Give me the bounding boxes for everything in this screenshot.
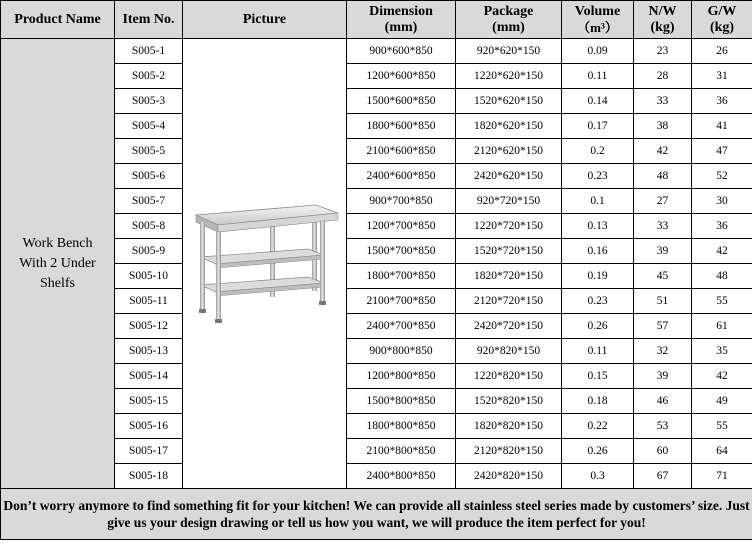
- item-no-cell: S005-9: [115, 239, 183, 264]
- nw-cell: 60: [634, 439, 692, 464]
- volume-cell: 0.23: [562, 289, 634, 314]
- gw-cell: 42: [692, 239, 752, 264]
- dimension-cell: 2400*600*850: [347, 164, 456, 189]
- package-cell: 920*820*150: [456, 339, 562, 364]
- product-name-line: With 2 Under: [19, 255, 96, 271]
- dimension-cell: 1200*600*850: [347, 64, 456, 89]
- gw-cell: 36: [692, 89, 752, 114]
- product-name-cell: [1, 39, 115, 489]
- item-no-cell: S005-5: [115, 139, 183, 164]
- package-cell: 1520*720*150: [456, 239, 562, 264]
- nw-cell: 27: [634, 189, 692, 214]
- item-no-cell: S005-8: [115, 214, 183, 239]
- volume-cell: 0.3: [562, 464, 634, 489]
- package-cell: 2120*820*150: [456, 439, 562, 464]
- dimension-cell: 1500*600*850: [347, 89, 456, 114]
- dimension-cell: 900*600*850: [347, 39, 456, 64]
- item-no-cell: S005-15: [115, 389, 183, 414]
- header-package-label: Package: [483, 3, 534, 19]
- header-gw-unit: (kg): [709, 19, 735, 35]
- header-gw: [692, 1, 752, 39]
- package-cell: 1820*620*150: [456, 114, 562, 139]
- item-no-cell: S005-10: [115, 264, 183, 289]
- gw-cell: 55: [692, 414, 752, 439]
- nw-cell: 46: [634, 389, 692, 414]
- package-cell: 1820*720*150: [456, 264, 562, 289]
- item-no-cell: S005-7: [115, 189, 183, 214]
- volume-cell: 0.13: [562, 214, 634, 239]
- header-nw: [634, 1, 692, 39]
- volume-cell: 0.15: [562, 364, 634, 389]
- package-cell: 2420*620*150: [456, 164, 562, 189]
- nw-cell: 67: [634, 464, 692, 489]
- gw-cell: 71: [692, 464, 752, 489]
- header-product-name: Product Name: [1, 1, 115, 39]
- item-no-cell: S005-2: [115, 64, 183, 89]
- product-name-line: Work Bench: [22, 235, 93, 251]
- dimension-cell: 1200*700*850: [347, 214, 456, 239]
- header-nw-label: N/W: [648, 3, 677, 19]
- volume-cell: 0.14: [562, 89, 634, 114]
- note-row: [1, 489, 752, 540]
- item-no-cell: S005-1: [115, 39, 183, 64]
- gw-cell: 42: [692, 364, 752, 389]
- package-cell: 1220*620*150: [456, 64, 562, 89]
- dimension-cell: 2400*700*850: [347, 314, 456, 339]
- dimension-cell: 900*700*850: [347, 189, 456, 214]
- dimension-cell: 1800*700*850: [347, 264, 456, 289]
- dimension-cell: 1800*800*850: [347, 414, 456, 439]
- nw-cell: 39: [634, 364, 692, 389]
- volume-cell: 0.17: [562, 114, 634, 139]
- dimension-cell: 1200*800*850: [347, 364, 456, 389]
- header-row: [1, 1, 752, 39]
- dimension-cell: 2100*600*850: [347, 139, 456, 164]
- gw-cell: 36: [692, 214, 752, 239]
- dimension-cell: 1500*700*850: [347, 239, 456, 264]
- package-cell: 1820*820*150: [456, 414, 562, 439]
- gw-cell: 55: [692, 289, 752, 314]
- nw-cell: 53: [634, 414, 692, 439]
- header-package: [456, 1, 562, 39]
- gw-cell: 30: [692, 189, 752, 214]
- gw-cell: 31: [692, 64, 752, 89]
- nw-cell: 33: [634, 89, 692, 114]
- header-gw-label: G/W: [707, 3, 737, 19]
- package-cell: 2120*620*150: [456, 139, 562, 164]
- header-dimension: [347, 1, 456, 39]
- item-no-cell: S005-17: [115, 439, 183, 464]
- volume-cell: 0.23: [562, 164, 634, 189]
- footer-note: Don’t worry anymore to find something fit for your kitchen! We can provide all stainless steel series made by customers’ size. Just give us your design drawing or tell us how you want, we will produce the item perfect for you!: [1, 489, 752, 540]
- dimension-cell: 2100*700*850: [347, 289, 456, 314]
- nw-cell: 23: [634, 39, 692, 64]
- package-cell: 920*620*150: [456, 39, 562, 64]
- package-cell: 1520*620*150: [456, 89, 562, 114]
- volume-cell: 0.09: [562, 39, 634, 64]
- nw-cell: 45: [634, 264, 692, 289]
- item-no-cell: S005-11: [115, 289, 183, 314]
- header-dimension-unit: (mm): [384, 19, 418, 35]
- gw-cell: 41: [692, 114, 752, 139]
- header-dimension-label: Dimension: [369, 3, 433, 19]
- header-nw-unit: (kg): [650, 19, 675, 35]
- header-volume: [562, 1, 634, 39]
- package-cell: 1220*720*150: [456, 214, 562, 239]
- header-volume-unit: （m³）: [577, 19, 618, 35]
- package-cell: 2420*820*150: [456, 464, 562, 489]
- nw-cell: 57: [634, 314, 692, 339]
- gw-cell: 49: [692, 389, 752, 414]
- nw-cell: 48: [634, 164, 692, 189]
- gw-cell: 61: [692, 314, 752, 339]
- volume-cell: 0.11: [562, 64, 634, 89]
- item-no-cell: S005-6: [115, 164, 183, 189]
- gw-cell: 52: [692, 164, 752, 189]
- gw-cell: 64: [692, 439, 752, 464]
- header-item-no: Item No.: [115, 1, 183, 39]
- nw-cell: 39: [634, 239, 692, 264]
- volume-cell: 0.26: [562, 314, 634, 339]
- volume-cell: 0.26: [562, 439, 634, 464]
- package-cell: 1520*820*150: [456, 389, 562, 414]
- nw-cell: 28: [634, 64, 692, 89]
- dimension-cell: 1800*600*850: [347, 114, 456, 139]
- volume-cell: 0.11: [562, 339, 634, 364]
- dimension-cell: 900*800*850: [347, 339, 456, 364]
- picture-cell: [183, 39, 347, 489]
- nw-cell: 33: [634, 214, 692, 239]
- item-no-cell: S005-12: [115, 314, 183, 339]
- gw-cell: 48: [692, 264, 752, 289]
- dimension-cell: 1500*800*850: [347, 389, 456, 414]
- volume-cell: 0.1: [562, 189, 634, 214]
- header-package-unit: (mm): [492, 19, 525, 35]
- nw-cell: 32: [634, 339, 692, 364]
- gw-cell: 35: [692, 339, 752, 364]
- volume-cell: 0.18: [562, 389, 634, 414]
- volume-cell: 0.16: [562, 239, 634, 264]
- table-row: [1, 39, 752, 64]
- volume-cell: 0.2: [562, 139, 634, 164]
- package-cell: 2420*720*150: [456, 314, 562, 339]
- package-cell: 920*720*150: [456, 189, 562, 214]
- item-no-cell: S005-16: [115, 414, 183, 439]
- volume-cell: 0.19: [562, 264, 634, 289]
- nw-cell: 42: [634, 139, 692, 164]
- item-no-cell: S005-4: [115, 114, 183, 139]
- header-picture: Picture: [183, 1, 347, 39]
- header-volume-label: Volume: [574, 3, 621, 19]
- item-no-cell: S005-14: [115, 364, 183, 389]
- volume-cell: 0.22: [562, 414, 634, 439]
- item-no-cell: S005-13: [115, 339, 183, 364]
- work-bench-image: [186, 199, 344, 329]
- package-cell: 1220*820*150: [456, 364, 562, 389]
- nw-cell: 51: [634, 289, 692, 314]
- package-cell: 2120*720*150: [456, 289, 562, 314]
- item-no-cell: S005-18: [115, 464, 183, 489]
- dimension-cell: 2400*800*850: [347, 464, 456, 489]
- table-body: [1, 39, 752, 489]
- gw-cell: 47: [692, 139, 752, 164]
- dimension-cell: 2100*800*850: [347, 439, 456, 464]
- item-no-cell: S005-3: [115, 89, 183, 114]
- gw-cell: 26: [692, 39, 752, 64]
- nw-cell: 38: [634, 114, 692, 139]
- product-name-line: Shelfs: [40, 275, 75, 291]
